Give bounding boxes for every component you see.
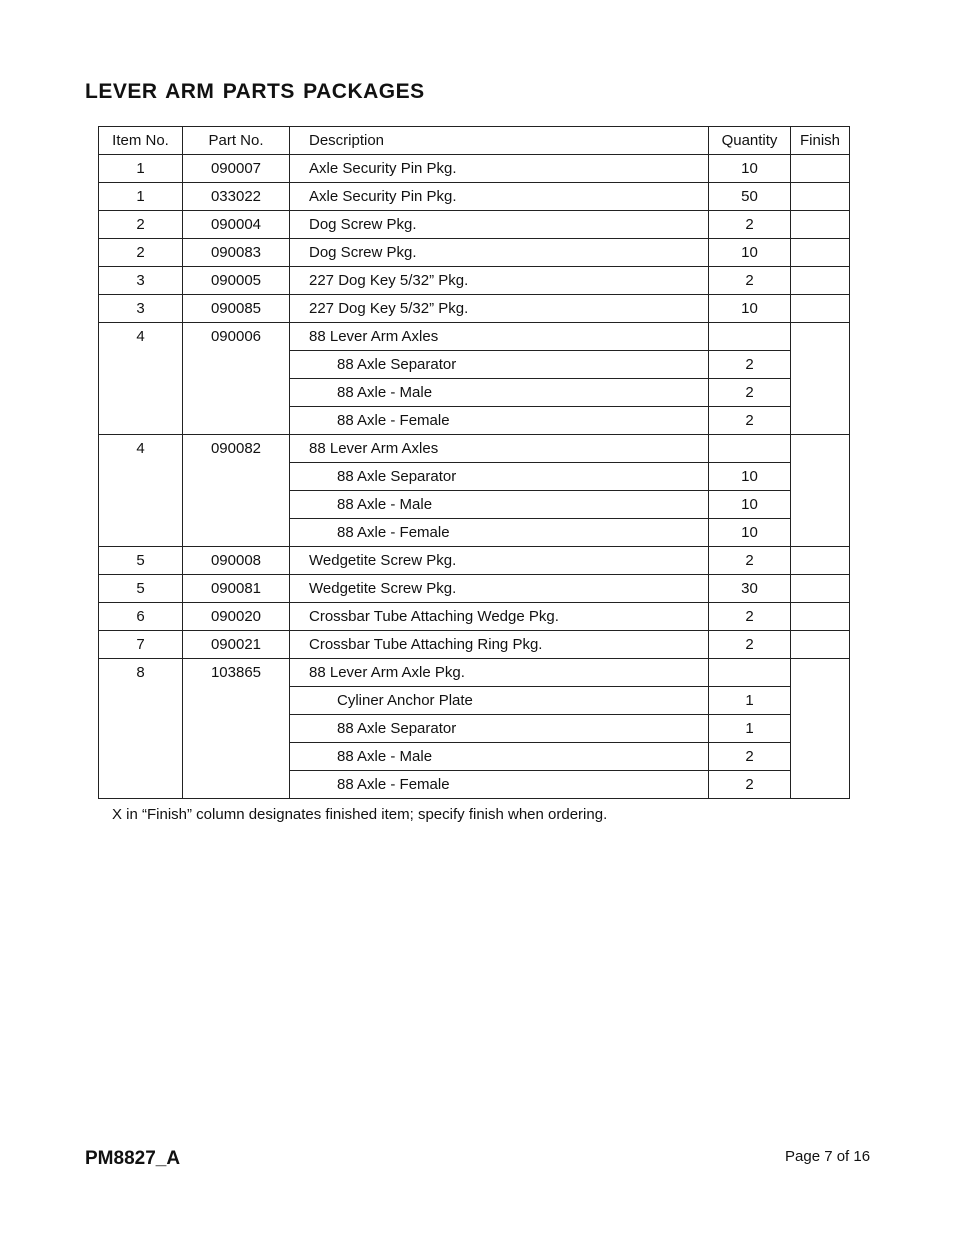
sub-description-cell: 88 Axle - Male [290, 743, 709, 771]
quantity-cell: 2 [709, 631, 791, 659]
table-row [99, 547, 850, 575]
description-cell: 88 Lever Arm Axles [290, 435, 709, 463]
page-number: Page 7 of 16 [785, 1148, 871, 1165]
document-id: PM8827_A [85, 1148, 181, 1169]
quantity-cell: 10 [709, 519, 791, 547]
quantity-cell: 10 [709, 463, 791, 491]
finish-cell [791, 267, 850, 295]
table-row [99, 183, 850, 211]
quantity-cell: 50 [709, 183, 791, 211]
description-cell: Crossbar Tube Attaching Ring Pkg. [290, 631, 709, 659]
part-no-cell: 090006 [183, 323, 290, 435]
description-cell: Dog Screw Pkg. [290, 239, 709, 267]
quantity-cell: 10 [709, 239, 791, 267]
quantity-cell: 2 [709, 351, 791, 379]
part-no-cell: 090020 [183, 603, 290, 631]
finish-cell [791, 575, 850, 603]
quantity-cell: 10 [709, 491, 791, 519]
part-no-cell: 090005 [183, 267, 290, 295]
part-no-cell: 090021 [183, 631, 290, 659]
item-no-cell: 7 [99, 631, 183, 659]
quantity-cell: 30 [709, 575, 791, 603]
quantity-cell: 10 [709, 295, 791, 323]
quantity-cell: 2 [709, 407, 791, 435]
description-cell: 227 Dog Key 5/32” Pkg. [290, 295, 709, 323]
header-description: Description [290, 127, 709, 155]
sub-description-cell: 88 Axle Separator [290, 715, 709, 743]
description-cell: Axle Security Pin Pkg. [290, 155, 709, 183]
finish-cell [791, 183, 850, 211]
description-cell: Axle Security Pin Pkg. [290, 183, 709, 211]
header-finish: Finish [791, 127, 850, 155]
sub-description-cell: 88 Axle - Male [290, 379, 709, 407]
description-cell: Dog Screw Pkg. [290, 211, 709, 239]
part-no-cell: 103865 [183, 659, 290, 799]
table-body [99, 155, 850, 799]
quantity-cell: 2 [709, 379, 791, 407]
item-no-cell: 3 [99, 267, 183, 295]
quantity-cell: 1 [709, 687, 791, 715]
part-no-cell: 090082 [183, 435, 290, 547]
sub-description-cell: 88 Axle Separator [290, 463, 709, 491]
table-header-row [99, 127, 850, 155]
item-no-cell: 2 [99, 239, 183, 267]
table-row [99, 659, 850, 687]
parts-table [98, 126, 850, 799]
sub-description-cell: 88 Axle - Female [290, 771, 709, 799]
quantity-cell: 2 [709, 743, 791, 771]
sub-description-cell: 88 Axle Separator [290, 351, 709, 379]
table-row [99, 603, 850, 631]
table-row [99, 239, 850, 267]
finish-cell [791, 323, 850, 435]
description-cell: Wedgetite Screw Pkg. [290, 575, 709, 603]
finish-cell [791, 631, 850, 659]
finish-cell [791, 295, 850, 323]
quantity-cell [709, 323, 791, 351]
part-no-cell: 090004 [183, 211, 290, 239]
table-row [99, 323, 850, 351]
header-part-no: Part No. [183, 127, 290, 155]
quantity-cell: 2 [709, 603, 791, 631]
quantity-cell [709, 659, 791, 687]
header-quantity: Quantity [709, 127, 791, 155]
table-row [99, 631, 850, 659]
item-no-cell: 8 [99, 659, 183, 799]
part-no-cell: 033022 [183, 183, 290, 211]
sub-description-cell: 88 Axle - Female [290, 519, 709, 547]
item-no-cell: 3 [99, 295, 183, 323]
part-no-cell: 090007 [183, 155, 290, 183]
description-cell: 88 Lever Arm Axle Pkg. [290, 659, 709, 687]
description-cell: Wedgetite Screw Pkg. [290, 547, 709, 575]
item-no-cell: 5 [99, 575, 183, 603]
finish-cell [791, 547, 850, 575]
sub-description-cell: Cyliner Anchor Plate [290, 687, 709, 715]
table-row [99, 211, 850, 239]
item-no-cell: 1 [99, 155, 183, 183]
quantity-cell: 10 [709, 155, 791, 183]
part-no-cell: 090083 [183, 239, 290, 267]
description-cell: 227 Dog Key 5/32” Pkg. [290, 267, 709, 295]
page-title: LEVER ARM PARTS PACKAGES [85, 80, 425, 103]
item-no-cell: 1 [99, 183, 183, 211]
table-row [99, 295, 850, 323]
finish-cell [791, 211, 850, 239]
finish-cell [791, 155, 850, 183]
description-cell: 88 Lever Arm Axles [290, 323, 709, 351]
quantity-cell: 1 [709, 715, 791, 743]
item-no-cell: 4 [99, 323, 183, 435]
table-row [99, 435, 850, 463]
item-no-cell: 4 [99, 435, 183, 547]
finish-cell [791, 659, 850, 799]
table-row [99, 155, 850, 183]
item-no-cell: 6 [99, 603, 183, 631]
quantity-cell: 2 [709, 771, 791, 799]
table-row [99, 575, 850, 603]
sub-description-cell: 88 Axle - Male [290, 491, 709, 519]
part-no-cell: 090081 [183, 575, 290, 603]
finish-cell [791, 603, 850, 631]
item-no-cell: 2 [99, 211, 183, 239]
item-no-cell: 5 [99, 547, 183, 575]
header-item-no: Item No. [99, 127, 183, 155]
quantity-cell: 2 [709, 211, 791, 239]
finish-cell [791, 239, 850, 267]
finish-cell [791, 435, 850, 547]
quantity-cell: 2 [709, 547, 791, 575]
finish-note: X in “Finish” column designates finished item; specify finish when ordering. [112, 806, 608, 823]
description-cell: Crossbar Tube Attaching Wedge Pkg. [290, 603, 709, 631]
quantity-cell: 2 [709, 267, 791, 295]
part-no-cell: 090085 [183, 295, 290, 323]
quantity-cell [709, 435, 791, 463]
sub-description-cell: 88 Axle - Female [290, 407, 709, 435]
part-no-cell: 090008 [183, 547, 290, 575]
table-row [99, 267, 850, 295]
